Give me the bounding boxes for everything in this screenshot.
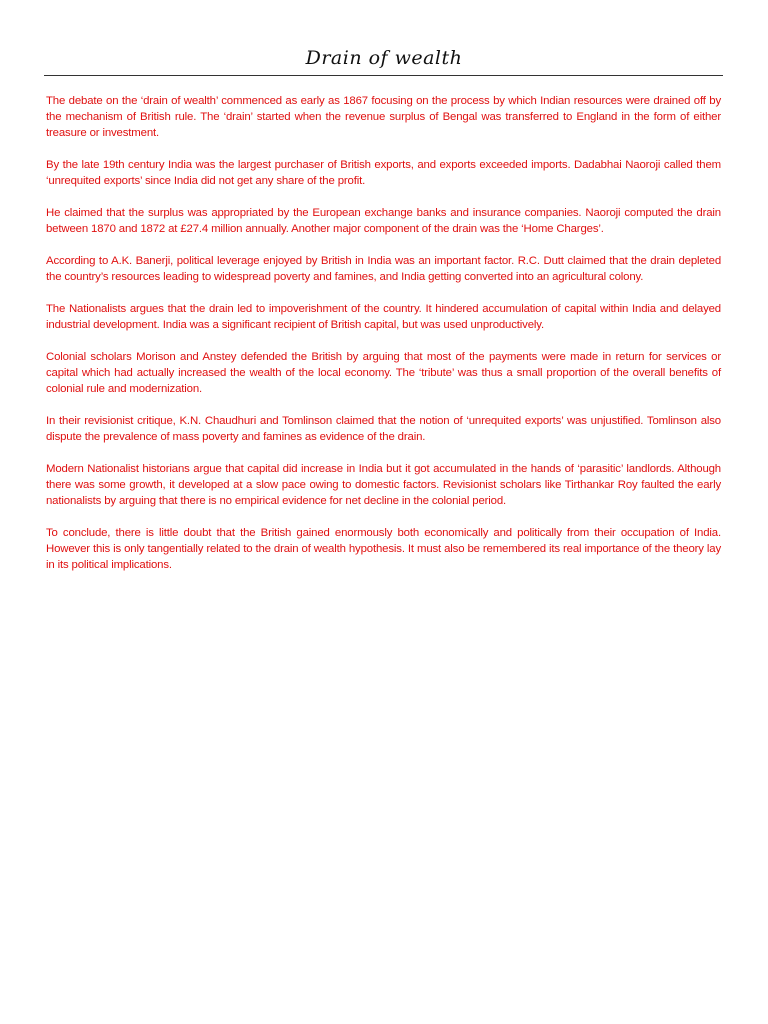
page-title: Drain of wealth: [305, 47, 463, 69]
paragraph-revisionist-critique: In their revisionist critique, K.N. Chaudhuri and Tomlinson claimed that the notion of ‘unrequited exports’ was unjustified. Tomlinson also dispute the prevalence of mass poverty and famines as evidence of the drain.: [46, 415, 721, 443]
paragraph-modern-nationalists: Modern Nationalist historians argue that capital did increase in India but it got accumulated in the hands of ‘parasitic’ landlords. Although there was some growth, it developed at a slow pace owing to domestic factors. Revisionist scholars like Tirthankar Roy faulted the early nationalists by arguing that there is no empirical evidence for net decline in the colonial period.: [46, 463, 721, 507]
paragraph-naoroji-computation: He claimed that the surplus was appropriated by the European exchange banks and insurance companies. Naoroji computed the drain between 1870 and 1872 at £27.4 million annually. Another major component of the drain was the ‘Home Charges’.: [46, 207, 721, 235]
paragraph-banerji-dutt: According to A.K. Banerji, political leverage enjoyed by British in India was an important factor. R.C. Dutt claimed that the drain depleted the country’s resources leading to widespread poverty and famines, and India getting converted into an agricultural colony.: [46, 255, 721, 283]
paragraph-colonial-scholars: Colonial scholars Morison and Anstey defended the British by arguing that most of the payments were made in return for services or capital which had actually increased the wealth of the local economy. The ‘tribute’ was thus a small proportion of the overall benefits of colonial rule and modernization.: [46, 351, 721, 395]
paragraph-nationalists: The Nationalists argues that the drain led to impoverishment of the country. It hindered accumulation of capital within India and delayed industrial development. India was a significant recipient of British capital, but was used unproductively.: [46, 303, 721, 331]
paragraph-unrequited-exports: By the late 19th century India was the largest purchaser of British exports, and exports exceeded imports. Dadabhai Naoroji called them ‘unrequited exports’ since India did not get any share of the profit.: [46, 159, 721, 187]
document-body: [46, 93, 721, 589]
paragraph-conclusion: To conclude, there is little doubt that the British gained enormously both economically and politically from their occupation of India. However this is only tangentially related to the drain of wealth hypothesis. It must also be remembered its real importance of the theory lay in its political implications.: [46, 527, 721, 571]
title-divider: [44, 75, 723, 76]
paragraph-debate-origin: The debate on the ‘drain of wealth’ commenced as early as 1867 focusing on the process by which Indian resources were drained off by the mechanism of British rule. The ‘drain’ started when the revenue surplus of Bengal was transferred to England in the form of either treasure or investment.: [46, 95, 721, 139]
